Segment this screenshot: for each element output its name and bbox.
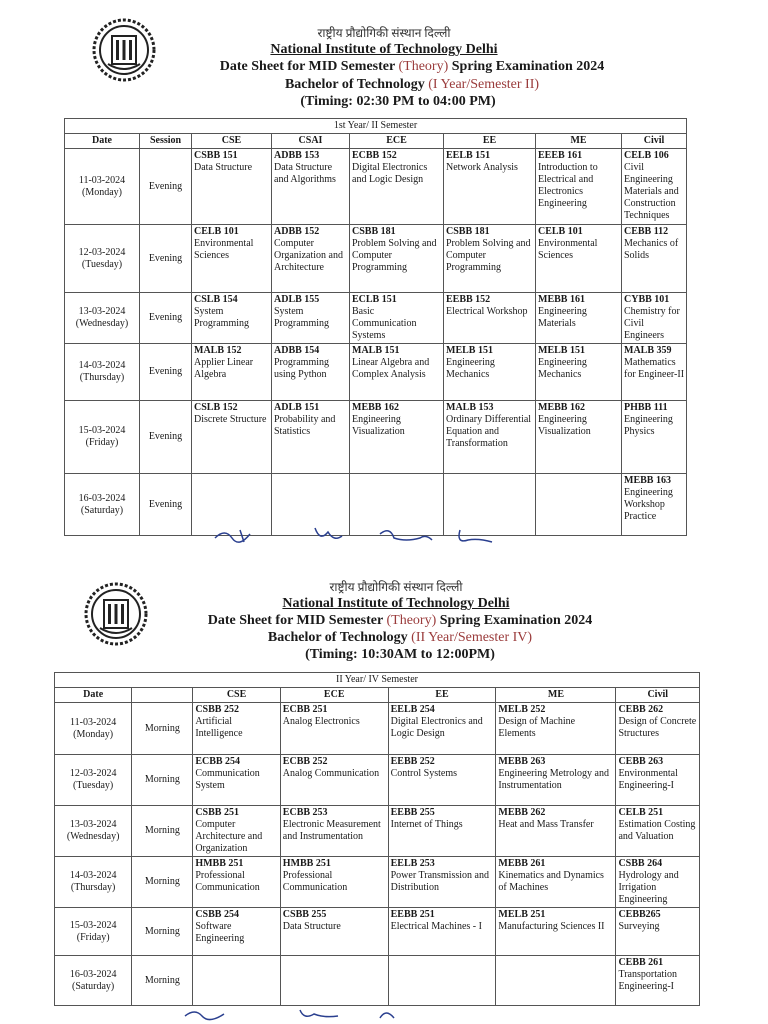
course-code: MELB 251 bbox=[498, 909, 546, 920]
course-code: ADLB 155 bbox=[274, 294, 320, 305]
course-code: ECBB 252 bbox=[282, 756, 328, 767]
course-code: EEEB 161 bbox=[538, 150, 583, 161]
datesheet-table bbox=[54, 672, 700, 1006]
date-cell bbox=[55, 857, 132, 908]
date-cell bbox=[65, 401, 140, 474]
course-code: MEBB 163 bbox=[624, 475, 671, 486]
course-code: CYBB 101 bbox=[624, 294, 670, 305]
course-code: ADBB 154 bbox=[274, 345, 320, 356]
course-name: Surveying bbox=[618, 921, 660, 932]
table-row bbox=[65, 293, 687, 344]
course-cell bbox=[280, 956, 388, 1006]
session-cell: Morning bbox=[132, 857, 193, 908]
course-name: Engineering Metrology and Instrumentation bbox=[498, 768, 609, 791]
table-caption: 1st Year/ II Semester bbox=[65, 119, 687, 134]
course-cell bbox=[536, 401, 622, 474]
course-cell bbox=[616, 956, 700, 1006]
course-name: Problem Solving and Computer Programming bbox=[352, 238, 437, 273]
course-code: MEBB 263 bbox=[498, 756, 546, 767]
date-cell bbox=[55, 703, 132, 755]
course-cell bbox=[536, 344, 622, 401]
course-cell bbox=[388, 806, 496, 857]
course-name: Professional Communication bbox=[282, 870, 348, 893]
course-code: ECBB 253 bbox=[282, 807, 328, 818]
course-code: MEBB 261 bbox=[498, 858, 546, 869]
course-code: MALB 153 bbox=[446, 402, 494, 413]
program-line: Bachelor of Technology (II Year/Semester IV) bbox=[267, 630, 533, 645]
course-cell bbox=[622, 474, 687, 536]
header-me: ME bbox=[536, 134, 622, 149]
institute-name: National Institute of Technology Delhi bbox=[282, 596, 510, 611]
course-name: Environmental Sciences bbox=[194, 238, 254, 261]
course-cell bbox=[350, 401, 444, 474]
date-text: 14-03-2024 bbox=[78, 360, 126, 371]
course-cell bbox=[280, 857, 388, 908]
course-cell bbox=[272, 401, 350, 474]
course-code: CSBB 252 bbox=[195, 704, 239, 715]
course-cell bbox=[388, 703, 496, 755]
course-cell bbox=[192, 401, 272, 474]
course-code: MALB 359 bbox=[624, 345, 672, 356]
course-cell bbox=[622, 401, 687, 474]
course-name: Digital Electronics and Logic Design bbox=[352, 162, 428, 185]
day-text: (Tuesday) bbox=[81, 258, 123, 270]
course-name: Mechanics of Solids bbox=[624, 238, 679, 261]
course-code: HMBB 251 bbox=[195, 858, 244, 869]
course-cell bbox=[193, 703, 280, 755]
course-code: CELB 101 bbox=[194, 226, 239, 237]
course-name: Engineering Materials bbox=[538, 306, 587, 329]
course-cell bbox=[350, 149, 444, 225]
course-cell bbox=[616, 806, 700, 857]
header-civil: Civil bbox=[616, 688, 700, 703]
course-cell bbox=[193, 857, 280, 908]
course-cell bbox=[536, 149, 622, 225]
course-cell bbox=[388, 857, 496, 908]
date-text: 16-03-2024 bbox=[78, 492, 126, 504]
course-code: EEBB 251 bbox=[390, 909, 435, 920]
course-code: ECBB 251 bbox=[282, 704, 328, 715]
course-name: Engineering Mechanics bbox=[538, 357, 587, 380]
course-code: EELB 151 bbox=[446, 150, 491, 161]
date-text: 13-03-2024 bbox=[78, 306, 126, 317]
day-text: (Friday) bbox=[76, 931, 110, 943]
session-cell: Evening bbox=[140, 225, 192, 293]
course-name: Power Transmission and Distribution bbox=[390, 870, 489, 893]
course-name: Kinematics and Dynamics of Machines bbox=[498, 870, 604, 893]
course-code: PHBB 111 bbox=[624, 402, 668, 413]
course-code: CSBB 264 bbox=[618, 858, 663, 869]
session-cell: Evening bbox=[140, 149, 192, 225]
course-code: CSLB 154 bbox=[194, 294, 238, 305]
course-code: MELB 151 bbox=[538, 345, 585, 356]
course-cell bbox=[536, 474, 622, 536]
course-cell bbox=[280, 703, 388, 755]
date-text: 11-03-2024 bbox=[70, 716, 117, 728]
course-cell bbox=[193, 956, 280, 1006]
course-code: CEBB 263 bbox=[618, 756, 664, 767]
course-name: Basic Communication Systems bbox=[352, 306, 417, 341]
hindi-institute-name: राष्ट्रीय प्रौद्योगिकी संस्थान दिल्ली bbox=[329, 580, 463, 594]
course-code: CELB 106 bbox=[624, 150, 669, 161]
course-name: Computer Organization and Architecture bbox=[274, 238, 343, 273]
table-caption: II Year/ IV Semester bbox=[55, 673, 700, 688]
header-ee: EE bbox=[444, 134, 536, 149]
course-name: Artificial Intelligence bbox=[195, 716, 243, 739]
session-cell: Evening bbox=[140, 401, 192, 474]
day-text: (Tuesday) bbox=[73, 780, 114, 791]
course-cell bbox=[616, 755, 700, 806]
session-cell: Evening bbox=[140, 474, 192, 536]
course-code: EEBB 152 bbox=[446, 294, 491, 305]
signature bbox=[210, 520, 500, 550]
course-code: ADBB 153 bbox=[274, 150, 320, 161]
header-csai: CSAI bbox=[272, 134, 350, 149]
course-cell bbox=[536, 293, 622, 344]
header-ece: ECE bbox=[280, 688, 388, 703]
header-session: Session bbox=[140, 134, 192, 149]
date-text: 13-03-2024 bbox=[69, 819, 117, 830]
course-name: Electronic Measurement and Instrumentation bbox=[282, 819, 381, 842]
course-cell bbox=[192, 225, 272, 293]
course-cell bbox=[192, 344, 272, 401]
course-name: Hydrology and Irrigation Engineering bbox=[618, 870, 679, 905]
course-name: Electrical Machines - I bbox=[390, 921, 482, 932]
course-name: Control Systems bbox=[390, 768, 458, 779]
table-row bbox=[65, 344, 687, 401]
course-name: Mathematics for Engineer-II bbox=[624, 357, 685, 380]
course-cell bbox=[280, 806, 388, 857]
signature bbox=[180, 1004, 440, 1024]
course-cell bbox=[193, 908, 280, 956]
course-cell bbox=[272, 293, 350, 344]
course-code: CSBB 254 bbox=[195, 909, 239, 920]
course-cell bbox=[193, 755, 280, 806]
header-date: Date bbox=[55, 688, 132, 703]
date-text: 12-03-2024 bbox=[78, 246, 126, 258]
day-text: (Friday) bbox=[85, 437, 119, 448]
hindi-institute-name: राष्ट्रीय प्रौद्योगिकी संस्थान दिल्ली bbox=[317, 26, 451, 40]
day-text: (Thursday) bbox=[70, 882, 116, 893]
course-code: ECBB 254 bbox=[195, 756, 241, 767]
course-name: Analog Electronics bbox=[282, 716, 360, 727]
course-cell bbox=[622, 225, 687, 293]
table-row bbox=[65, 401, 687, 474]
day-text: (Wednesday) bbox=[66, 831, 120, 842]
header-ee: EE bbox=[388, 688, 496, 703]
course-code: CSLB 152 bbox=[194, 402, 238, 413]
course-name: Transportation Engineering-I bbox=[618, 969, 677, 992]
course-cell bbox=[272, 344, 350, 401]
session-cell: Morning bbox=[132, 908, 193, 956]
day-text: (Monday) bbox=[73, 728, 114, 740]
course-cell bbox=[388, 956, 496, 1006]
date-text: 16-03-2024 bbox=[69, 968, 117, 980]
course-cell bbox=[388, 908, 496, 956]
table-row bbox=[55, 908, 700, 956]
course-name: Engineering Mechanics bbox=[446, 357, 495, 380]
course-cell bbox=[280, 755, 388, 806]
course-code: CEBB 261 bbox=[618, 957, 664, 968]
course-code: MEBB 262 bbox=[498, 807, 546, 818]
datesheet-table bbox=[64, 118, 687, 536]
course-cell bbox=[496, 857, 616, 908]
institute-name: National Institute of Technology Delhi bbox=[270, 42, 498, 57]
course-cell bbox=[350, 344, 444, 401]
course-name: Applier Linear Algebra bbox=[194, 357, 254, 380]
course-code: MEBB 161 bbox=[538, 294, 585, 305]
course-cell bbox=[496, 755, 616, 806]
course-code: MALB 151 bbox=[352, 345, 400, 356]
course-name: Problem Solving and Computer Programming bbox=[446, 238, 531, 273]
course-code: MEBB 162 bbox=[538, 402, 585, 413]
course-name: Programming using Python bbox=[274, 357, 329, 380]
header-cse: CSE bbox=[193, 688, 280, 703]
course-name: Network Analysis bbox=[446, 162, 518, 173]
course-code: MELB 252 bbox=[498, 704, 546, 715]
course-name: Software Engineering bbox=[195, 921, 245, 944]
course-name: Electrical Workshop bbox=[446, 306, 528, 317]
course-code: CSBB 255 bbox=[282, 909, 327, 920]
table-row bbox=[65, 149, 687, 225]
course-name: Data Structure and Algorithms bbox=[274, 162, 336, 185]
table-row bbox=[55, 703, 700, 755]
table-row bbox=[65, 225, 687, 293]
date-cell bbox=[55, 908, 132, 956]
course-name: Data Structure bbox=[282, 921, 341, 932]
date-cell bbox=[65, 149, 140, 225]
course-name: Engineering Visualization bbox=[352, 414, 405, 437]
course-name: Internet of Things bbox=[390, 819, 463, 830]
header-ece: ECE bbox=[350, 134, 444, 149]
header-me: ME bbox=[496, 688, 616, 703]
course-cell bbox=[444, 149, 536, 225]
header-civil: Civil bbox=[622, 134, 687, 149]
date-cell bbox=[55, 755, 132, 806]
course-name: Engineering Visualization bbox=[538, 414, 591, 437]
course-name: Computer Architecture and Organization bbox=[195, 819, 263, 854]
exam-title: Date Sheet for MID Semester (Theory) Spring Examination 2024 bbox=[207, 613, 593, 628]
course-name: Linear Algebra and Complex Analysis bbox=[352, 357, 430, 380]
course-name: Design of Machine Elements bbox=[498, 716, 576, 739]
course-name: Engineering Workshop Practice bbox=[624, 487, 673, 522]
program-line: Bachelor of Technology (I Year/Semester II) bbox=[284, 77, 540, 92]
course-code: CEBB265 bbox=[618, 909, 661, 920]
course-code: CELB 101 bbox=[538, 226, 583, 237]
header-date: Date bbox=[65, 134, 140, 149]
date-text: 15-03-2024 bbox=[78, 425, 126, 436]
session-cell: Evening bbox=[140, 293, 192, 344]
course-cell bbox=[192, 293, 272, 344]
course-name: Environmental Engineering-I bbox=[618, 768, 678, 791]
session-cell: Evening bbox=[140, 344, 192, 401]
date-cell bbox=[65, 344, 140, 401]
course-cell bbox=[280, 908, 388, 956]
header-cse: CSE bbox=[192, 134, 272, 149]
course-code: CSBB 251 bbox=[195, 807, 239, 818]
course-cell bbox=[622, 293, 687, 344]
date-text: 11-03-2024 bbox=[78, 174, 126, 186]
course-cell bbox=[272, 225, 350, 293]
course-cell bbox=[444, 401, 536, 474]
course-cell bbox=[192, 149, 272, 225]
course-name: Discrete Structure bbox=[194, 414, 267, 425]
day-text: (Saturday) bbox=[72, 980, 115, 992]
course-name: Heat and Mass Transfer bbox=[498, 819, 594, 830]
course-cell bbox=[272, 149, 350, 225]
session-cell: Morning bbox=[132, 806, 193, 857]
course-code: CELB 251 bbox=[618, 807, 664, 818]
course-cell bbox=[444, 225, 536, 293]
course-code: CSBB 151 bbox=[194, 150, 238, 161]
date-cell bbox=[65, 293, 140, 344]
course-cell bbox=[496, 956, 616, 1006]
date-cell bbox=[65, 225, 140, 293]
session-cell: Morning bbox=[132, 755, 193, 806]
table-row bbox=[55, 755, 700, 806]
day-text: (Thursday) bbox=[79, 372, 125, 383]
day-text: (Saturday) bbox=[80, 504, 124, 516]
course-cell bbox=[496, 908, 616, 956]
course-cell bbox=[622, 149, 687, 225]
course-code: ADLB 151 bbox=[274, 402, 320, 413]
course-code: CEBB 112 bbox=[624, 226, 669, 237]
course-cell bbox=[444, 344, 536, 401]
course-code: EEBB 255 bbox=[390, 807, 435, 818]
timing-line: (Timing: 10:30AM to 12:00PM) bbox=[305, 647, 495, 662]
course-name: Chemistry for Civil Engineers bbox=[624, 306, 680, 341]
header-session bbox=[132, 688, 193, 703]
course-code: MELB 151 bbox=[446, 345, 493, 356]
session-cell: Morning bbox=[132, 703, 193, 755]
course-code: ECBB 152 bbox=[352, 150, 397, 161]
course-name: Design of Concrete Structures bbox=[618, 716, 697, 739]
exam-title: Date Sheet for MID Semester (Theory) Spring Examination 2024 bbox=[219, 59, 605, 74]
date-cell bbox=[55, 956, 132, 1006]
course-code: ADBB 152 bbox=[274, 226, 320, 237]
course-name: Introduction to Electrical and Electronics Engineering bbox=[538, 162, 598, 209]
day-text: (Monday) bbox=[82, 186, 122, 198]
course-code: HMBB 251 bbox=[282, 858, 331, 869]
course-cell bbox=[350, 225, 444, 293]
course-name: Digital Electronics and Logic Design bbox=[390, 716, 483, 739]
course-name: Estimation Costing and Valuation bbox=[618, 819, 696, 842]
timing-line: (Timing: 02:30 PM to 04:00 PM) bbox=[300, 94, 496, 109]
date-cell bbox=[65, 474, 140, 536]
course-name: Data Structure bbox=[194, 162, 253, 173]
course-name: System Programming bbox=[194, 306, 249, 329]
course-cell bbox=[496, 703, 616, 755]
course-name: Professional Communication bbox=[195, 870, 260, 893]
course-cell bbox=[193, 806, 280, 857]
course-cell bbox=[496, 806, 616, 857]
course-code: ECLB 151 bbox=[352, 294, 397, 305]
course-code: CEBB 262 bbox=[618, 704, 664, 715]
course-cell bbox=[388, 755, 496, 806]
date-text: 12-03-2024 bbox=[69, 768, 117, 779]
course-cell bbox=[536, 225, 622, 293]
date-text: 15-03-2024 bbox=[69, 919, 117, 931]
course-name: Manufacturing Sciences II bbox=[498, 921, 605, 932]
course-name: Civil Engineering Materials and Construction Techniques bbox=[624, 162, 679, 221]
course-cell bbox=[616, 857, 700, 908]
course-code: CSBB 181 bbox=[352, 226, 396, 237]
day-text: (Wednesday) bbox=[75, 318, 129, 329]
course-name: Probability and Statistics bbox=[274, 414, 336, 437]
course-code: MALB 152 bbox=[194, 345, 242, 356]
course-name: Ordinary Differential Equation and Transformation bbox=[446, 414, 532, 449]
course-cell bbox=[444, 293, 536, 344]
course-code: MEBB 162 bbox=[352, 402, 399, 413]
course-cell bbox=[616, 703, 700, 755]
table-row bbox=[55, 956, 700, 1006]
course-code: EELB 253 bbox=[390, 858, 435, 869]
course-code: EELB 254 bbox=[390, 704, 435, 715]
course-cell bbox=[350, 293, 444, 344]
table-row bbox=[55, 806, 700, 857]
course-name: Communication System bbox=[195, 768, 260, 791]
course-name: System Programming bbox=[274, 306, 329, 329]
course-name: Engineering Physics bbox=[624, 414, 673, 437]
course-code: CSBB 181 bbox=[446, 226, 490, 237]
date-text: 14-03-2024 bbox=[69, 870, 117, 881]
course-code: EEBB 252 bbox=[390, 756, 435, 767]
datesheet-semester-4 bbox=[0, 560, 768, 1024]
course-name: Analog Communication bbox=[282, 768, 380, 779]
date-cell bbox=[55, 806, 132, 857]
session-cell: Morning bbox=[132, 956, 193, 1006]
course-cell bbox=[616, 908, 700, 956]
table-row bbox=[55, 857, 700, 908]
course-name: Environmental Sciences bbox=[538, 238, 598, 261]
course-cell bbox=[622, 344, 687, 401]
